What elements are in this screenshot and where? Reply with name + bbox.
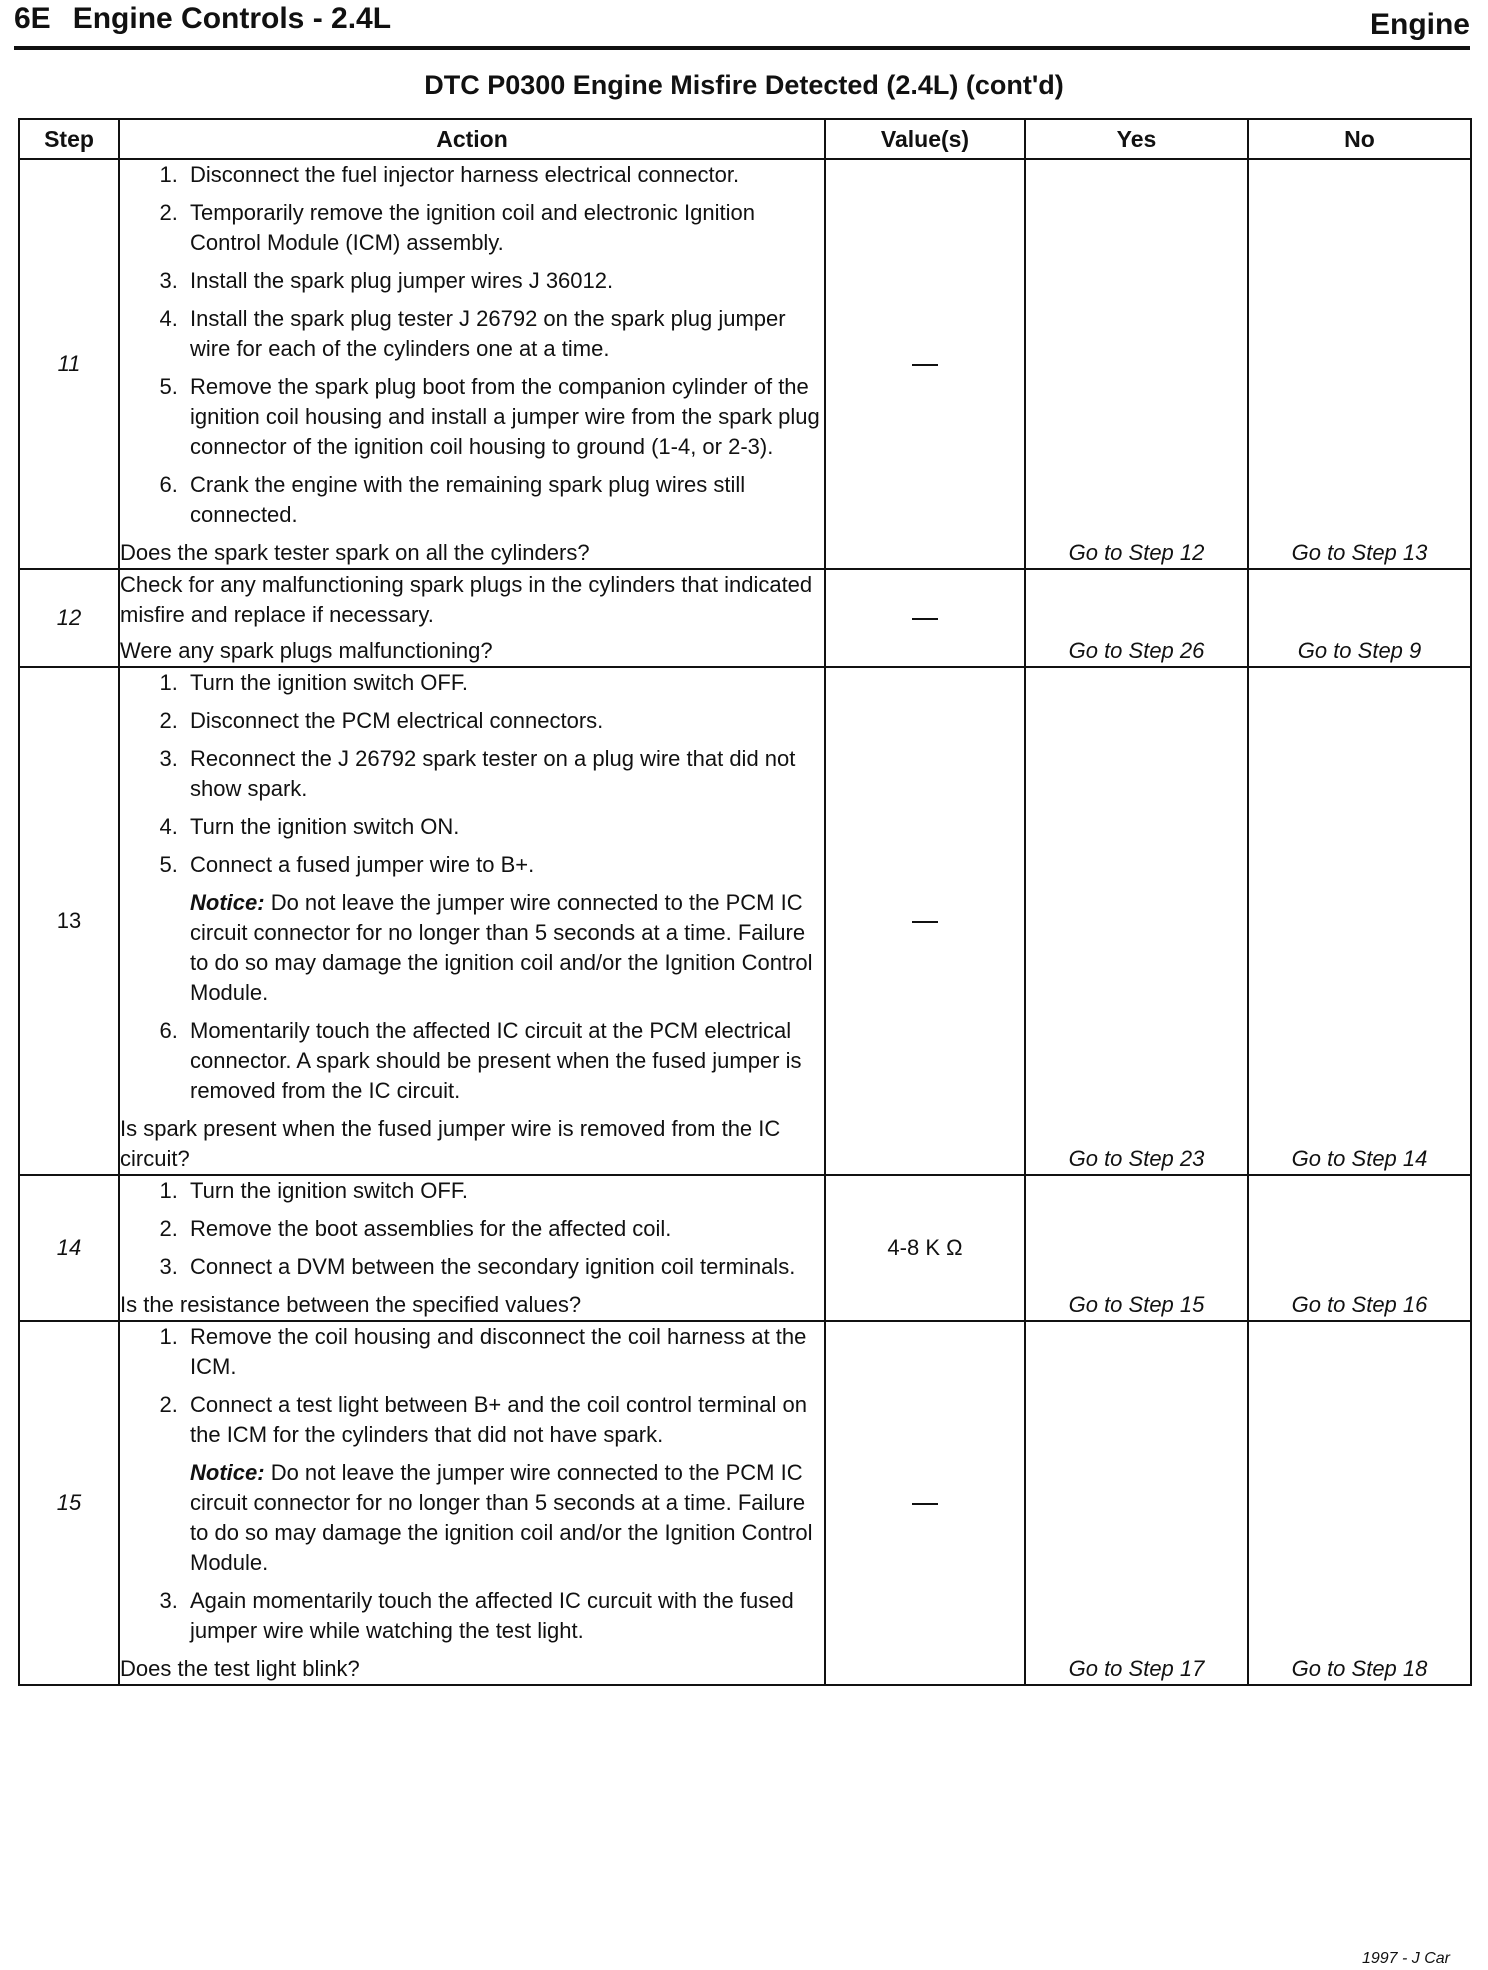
instruction-list — [120, 160, 824, 530]
instruction-item: 4. Turn the ignition switch ON. — [184, 812, 824, 842]
diagnostic-table — [18, 118, 1472, 1686]
table-row — [19, 1175, 1471, 1321]
step-number: 11 — [19, 159, 119, 569]
yes-action: Go to Step 12 — [1025, 159, 1248, 569]
section-title: Engine Controls - 2.4L — [72, 2, 392, 35]
no-action: Go to Step 16 — [1248, 1175, 1471, 1321]
notice-block — [184, 888, 824, 1008]
empty-value-dash — [912, 618, 938, 620]
question-text: Were any spark plugs malfunctioning? — [120, 638, 493, 663]
step-number: 14 — [19, 1175, 119, 1321]
question-text: Is the resistance between the specified values? — [120, 1292, 582, 1317]
column-header-yes: Yes — [1025, 119, 1248, 159]
action-cell — [119, 159, 825, 569]
step-number: 13 — [19, 667, 119, 1175]
value-cell: 4-8 K Ω — [825, 1175, 1025, 1321]
column-header-action: Action — [119, 119, 825, 159]
question-text: Does the test light blink? — [120, 1656, 360, 1681]
notice-block — [184, 1458, 824, 1578]
header-rule — [14, 46, 1470, 50]
notice-label: Notice: — [190, 1460, 265, 1485]
instruction-item: 6. Crank the engine with the remaining spark plug wires still connected. — [184, 470, 824, 530]
instruction-item: 1. Remove the coil housing and disconnect the coil harness at the ICM. — [184, 1322, 824, 1382]
table-row — [19, 667, 1471, 1175]
notice-label: Notice: — [190, 890, 265, 915]
instruction-item: 3. Install the spark plug jumper wires J 36012. — [184, 266, 824, 296]
yes-action: Go to Step 15 — [1025, 1175, 1248, 1321]
table-row — [19, 1321, 1471, 1685]
notice-text: Do not leave the jumper wire connected to the PCM IC circuit connector for no longer than 5 seconds at a time. Failure to do so may damage the ignition coil and/or the Ignition Control Module. — [190, 890, 813, 1005]
value-cell — [825, 1321, 1025, 1685]
no-action: Go to Step 14 — [1248, 667, 1471, 1175]
value-cell — [825, 569, 1025, 667]
instruction-list — [120, 1586, 824, 1646]
table-header-row — [19, 119, 1471, 159]
value-cell — [825, 667, 1025, 1175]
table-row — [19, 569, 1471, 667]
footer-label: 1997 - J Car — [1361, 1950, 1450, 1967]
no-action: Go to Step 13 — [1248, 159, 1471, 569]
instruction-item: 1. Turn the ignition switch OFF. — [184, 668, 824, 698]
empty-value-dash — [912, 921, 938, 923]
instruction-list — [120, 1176, 824, 1282]
instruction-item: 5. Connect a fused jumper wire to B+. — [184, 850, 824, 880]
page-header — [14, 0, 1470, 44]
action-cell — [119, 1175, 825, 1321]
no-action: Go to Step 18 — [1248, 1321, 1471, 1685]
instruction-item: 2. Connect a test light between B+ and the coil control terminal on the ICM for the cylinders that did not have spark. — [184, 1390, 824, 1450]
question-text: Is spark present when the fused jumper wire is removed from the IC circuit? — [120, 1116, 781, 1171]
category-label: Engine — [1369, 8, 1470, 41]
instruction-list — [120, 668, 824, 880]
instruction-item: 3. Again momentarily touch the affected IC curcuit with the fused jumper wire while watching the test light. — [184, 1586, 824, 1646]
section-code: 6E — [14, 2, 51, 35]
instruction-list — [120, 1322, 824, 1450]
step-number: 15 — [19, 1321, 119, 1685]
column-header-step: Step — [19, 119, 119, 159]
step-number: 12 — [19, 569, 119, 667]
yes-action: Go to Step 17 — [1025, 1321, 1248, 1685]
instruction-item: 5. Remove the spark plug boot from the companion cylinder of the ignition coil housing and install a jumper wire from the spark plug connector of the ignition coil housing to ground (1-4, or 2-3). — [184, 372, 824, 462]
empty-value-dash — [912, 1503, 938, 1505]
instruction-item: 3. Connect a DVM between the secondary ignition coil terminals. — [184, 1252, 824, 1282]
instruction-item: 4. Install the spark plug tester J 26792 on the spark plug jumper wire for each of the cylinders one at a time. — [184, 304, 824, 364]
notice-text: Do not leave the jumper wire connected to the PCM IC circuit connector for no longer than 5 seconds at a time. Failure to do so may damage the ignition coil and/or the Ignition Control Module. — [190, 1460, 813, 1575]
instruction-item: 2. Temporarily remove the ignition coil and electronic Ignition Control Module (ICM) assembly. — [184, 198, 824, 258]
column-header-no: No — [1248, 119, 1471, 159]
instruction-text: Check for any malfunctioning spark plugs in the cylinders that indicated misfire and replace if necessary. — [120, 572, 813, 627]
table-row — [19, 159, 1471, 569]
instruction-item: 6. Momentarily touch the affected IC circuit at the PCM electrical connector. A spark should be present when the fused jumper is removed from the IC circuit. — [184, 1016, 824, 1106]
action-cell — [119, 569, 825, 667]
no-action: Go to Step 9 — [1248, 569, 1471, 667]
question-text: Does the spark tester spark on all the cylinders? — [120, 540, 590, 565]
action-cell — [119, 667, 825, 1175]
yes-action: Go to Step 26 — [1025, 569, 1248, 667]
section-heading — [14, 2, 391, 36]
column-header-values: Value(s) — [825, 119, 1025, 159]
value-cell — [825, 159, 1025, 569]
instruction-item: 1. Turn the ignition switch OFF. — [184, 1176, 824, 1206]
instruction-list — [120, 1016, 824, 1106]
instruction-item: 3. Reconnect the J 26792 spark tester on a plug wire that did not show spark. — [184, 744, 824, 804]
instruction-item: 2. Disconnect the PCM electrical connectors. — [184, 706, 824, 736]
action-cell — [119, 1321, 825, 1685]
instruction-item: 1. Disconnect the fuel injector harness electrical connector. — [184, 160, 824, 190]
instruction-item: 2. Remove the boot assemblies for the affected coil. — [184, 1214, 824, 1244]
yes-action: Go to Step 23 — [1025, 667, 1248, 1175]
empty-value-dash — [912, 364, 938, 366]
table-title: DTC P0300 Engine Misfire Detected (2.4L) (cont'd) — [424, 70, 1064, 100]
